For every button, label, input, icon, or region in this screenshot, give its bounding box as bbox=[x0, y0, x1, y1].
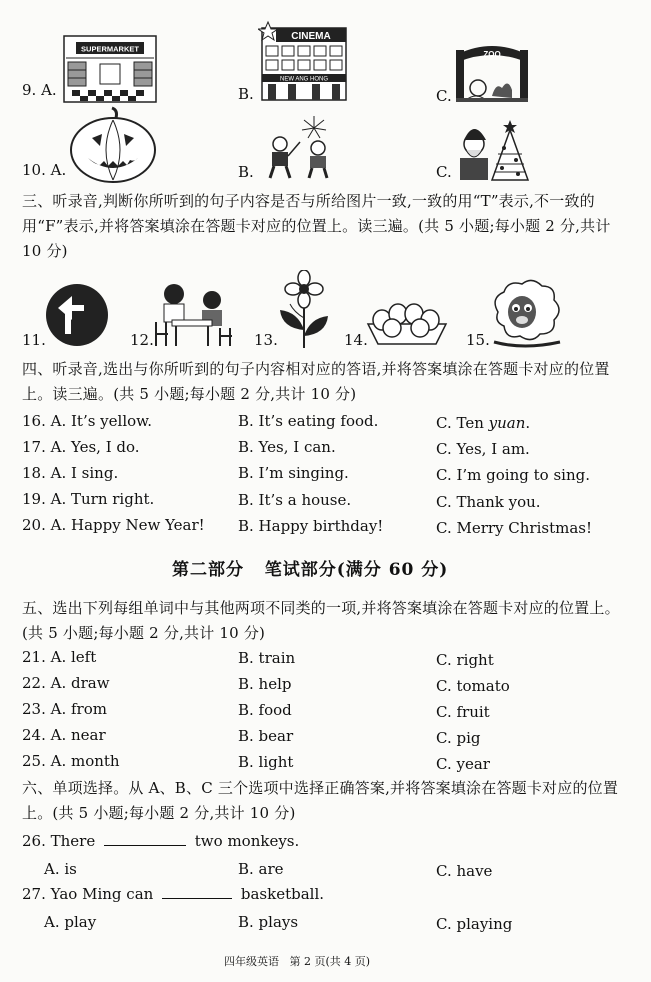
supermarket-picture bbox=[62, 34, 158, 104]
section3-instruction: 三、听录音,判断你所听到的句子内容是否与所给图片一致,一致的用“T”表示,不一致的用“F”表示,并将答案填涂在答题卡对应的位置上。读三遍。(共 5 小题;每小题 2 分,共计 10 分) bbox=[22, 192, 611, 260]
q16-option-c-yuan: yuan bbox=[488, 414, 526, 432]
q27-answer-blank[interactable] bbox=[162, 884, 232, 899]
q15-label: 15. bbox=[466, 331, 490, 349]
q20-option-b: B. Happy birthday! bbox=[238, 517, 384, 535]
q26-option-c: C. have bbox=[436, 862, 493, 880]
q19-option-c: C. Thank you. bbox=[436, 493, 541, 511]
q13-label: 13. bbox=[254, 331, 278, 349]
q26-answer-blank[interactable] bbox=[104, 831, 186, 846]
q26-stem-pre: 26. There bbox=[22, 832, 96, 850]
q10-option-c: C. bbox=[436, 163, 452, 181]
q22-option-b: B. help bbox=[238, 675, 292, 693]
q16-option-c bbox=[436, 413, 530, 433]
flower-picture bbox=[276, 270, 332, 350]
q23-option-a: 23. A. from bbox=[22, 700, 107, 718]
q17-option-c: C. Yes, I am. bbox=[436, 440, 530, 458]
q21-option-c: C. right bbox=[436, 651, 494, 669]
q10-option-a: 10. A. bbox=[22, 161, 67, 179]
q24-option-a: 24. A. near bbox=[22, 726, 106, 744]
q19-option-a: 19. A. Turn right. bbox=[22, 490, 155, 508]
q22-option-c: C. tomato bbox=[436, 677, 510, 695]
q10-option-b: B. bbox=[238, 163, 254, 181]
q17-option-a: 17. A. Yes, I do. bbox=[22, 438, 140, 456]
section5-instruction: 五、选出下列每组单词中与其他两项不同类的一项,并将答案填涂在答题卡对应的位置上。(共 5 小题;每小题 2 分,共计 10 分) bbox=[22, 599, 620, 642]
children-playing-picture bbox=[150, 280, 236, 350]
q9-option-c: C. bbox=[436, 87, 452, 105]
q27-stem-pre: 27. Yao Ming can bbox=[22, 885, 154, 903]
pumpkin-lantern-picture bbox=[68, 104, 158, 184]
q21-option-a: 21. A. left bbox=[22, 648, 97, 666]
sheep-picture bbox=[486, 278, 566, 348]
q14-label: 14. bbox=[344, 331, 368, 349]
q27-stem bbox=[22, 884, 324, 904]
q22-option-a: 22. A. draw bbox=[22, 674, 110, 692]
q18-option-c: C. I’m going to sing. bbox=[436, 466, 590, 484]
q24-option-b: B. bear bbox=[238, 727, 294, 745]
q21-option-b: B. train bbox=[238, 649, 296, 667]
q18-option-b: B. I’m singing. bbox=[238, 464, 349, 482]
turn-left-sign-picture bbox=[44, 282, 110, 348]
q16-option-a: 16. A. It’s yellow. bbox=[22, 412, 152, 430]
q27-option-b: B. plays bbox=[238, 913, 299, 931]
section6-instruction: 六、单项选择。从 A、B、C 三个选项中选择正确答案,并将答案填涂在答题卡对应的位置上。(共 5 小题;每小题 2 分,共计 10 分) bbox=[22, 779, 619, 822]
q9-option-b: B. bbox=[238, 85, 254, 103]
zoo-sign: ZOO bbox=[483, 50, 501, 59]
q27-option-a: A. play bbox=[44, 913, 97, 931]
christmas-picture bbox=[454, 114, 534, 186]
fireworks-kids-picture bbox=[262, 114, 342, 180]
zoo-picture bbox=[452, 40, 532, 104]
q17-option-b: B. Yes, I can. bbox=[238, 438, 336, 456]
q25-option-c: C. year bbox=[436, 755, 490, 773]
q27-stem-post: basketball. bbox=[240, 885, 325, 903]
q26-stem-post: two monkeys. bbox=[194, 832, 300, 850]
eggs-picture bbox=[364, 298, 450, 348]
q16-option-c-post: . bbox=[525, 414, 531, 432]
cinema-picture bbox=[258, 18, 350, 102]
q27-option-c: C. playing bbox=[436, 915, 513, 933]
q18-option-a: 18. A. I sing. bbox=[22, 464, 119, 482]
q26-stem bbox=[22, 831, 299, 851]
part2-title: 第二部分 笔试部分(满分 60 分) bbox=[172, 560, 449, 580]
section4-instruction: 四、听录音,选出与你所听到的句子内容相对应的答语,并将答案填涂在答题卡对应的位置上。读三遍。(共 5 小题;每小题 2 分,共计 10 分) bbox=[22, 360, 610, 403]
q25-option-a: 25. A. month bbox=[22, 752, 120, 770]
q23-option-c: C. fruit bbox=[436, 703, 490, 721]
q16-option-b: B. It’s eating food. bbox=[238, 412, 379, 430]
q26-option-a: A. is bbox=[44, 860, 77, 878]
q20-option-a: 20. A. Happy New Year! bbox=[22, 516, 205, 534]
q26-option-b: B. are bbox=[238, 860, 284, 878]
q16-option-c-pre: C. Ten bbox=[436, 414, 489, 432]
cinema-sign: CINEMA bbox=[291, 31, 331, 42]
q11-label: 11. bbox=[22, 331, 46, 349]
q12-label: 12. bbox=[130, 331, 154, 349]
supermarket-sign: SUPERMARKET bbox=[81, 44, 139, 54]
q20-option-c: C. Merry Christmas! bbox=[436, 519, 593, 537]
q23-option-b: B. food bbox=[238, 701, 292, 719]
q24-option-c: C. pig bbox=[436, 729, 481, 747]
cinema-sub-sign: NEW ANG HONG bbox=[279, 76, 329, 83]
page-footer: 四年级英语 第 2 页(共 4 页) bbox=[224, 955, 371, 968]
q9-option-a: 9. A. bbox=[22, 81, 57, 99]
q19-option-b: B. It’s a house. bbox=[238, 491, 352, 509]
q25-option-b: B. light bbox=[238, 753, 294, 771]
